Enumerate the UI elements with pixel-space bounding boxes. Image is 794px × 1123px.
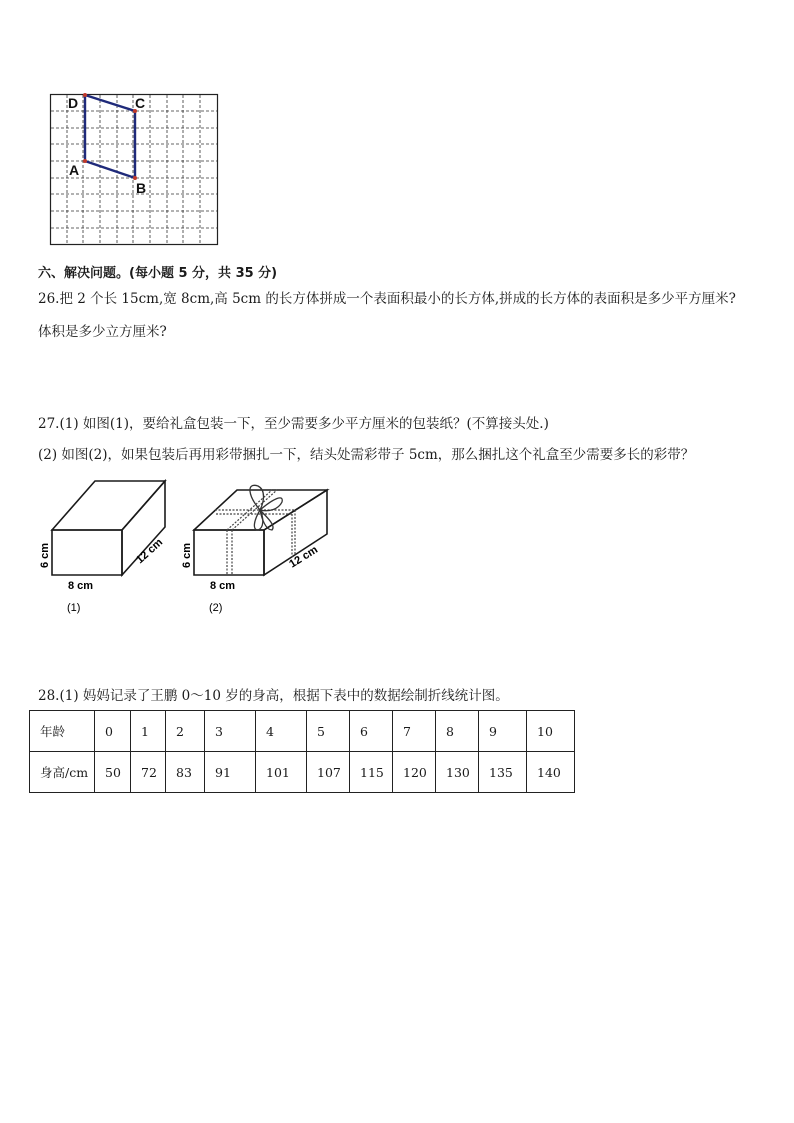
- table-cell: 5: [307, 711, 350, 752]
- table-cell: 135: [479, 752, 527, 793]
- table-cell: 83: [166, 752, 205, 793]
- fig2-length-label: 8 cm: [210, 580, 236, 592]
- vertex-label-a: A: [69, 162, 80, 178]
- fig1-width-label: 12 cm: [133, 536, 166, 567]
- fig2-caption: (2): [209, 602, 223, 614]
- table-cell: 120: [393, 752, 436, 793]
- q27-line1: 27.(1) 如图(1)，要给礼盒包装一下，至少需要多少平方厘米的包装纸？(不算接头处.): [38, 416, 549, 432]
- table-header-age: 年龄: [30, 711, 95, 752]
- table-cell: 0: [95, 711, 131, 752]
- q27-line2: (2) 如图(2)，如果包装后再用彩带捆扎一下，结头处需彩带子 5cm，那么捆扎这个礼盒至少需要多长的彩带？: [38, 447, 695, 463]
- q26-line1: 26.把 2 个长 15cm,宽 8cm,高 5cm 的长方体拼成一个表面积最小的长方体,拼成的长方体的表面积是多少平方厘米?: [38, 291, 736, 307]
- table-cell: 50: [95, 752, 131, 793]
- table-cell: 101: [256, 752, 307, 793]
- table-cell: 2: [166, 711, 205, 752]
- table-cell: 115: [350, 752, 393, 793]
- fig1-height-label: 6 cm: [39, 542, 51, 568]
- vertex-label-d: D: [68, 95, 79, 111]
- table-cell: 6: [350, 711, 393, 752]
- table-row-height: [30, 752, 575, 793]
- table-cell: 8: [436, 711, 479, 752]
- q26-line2: 体积是多少立方厘米?: [38, 324, 167, 340]
- table-cell: 130: [436, 752, 479, 793]
- fig1-caption: (1): [67, 602, 81, 614]
- table-cell: 140: [527, 752, 575, 793]
- fig1-length-label: 8 cm: [68, 580, 94, 592]
- table-cell: 10: [527, 711, 575, 752]
- section-title: 六、解决问题。(每小题 5 分，共 35 分): [38, 266, 278, 281]
- table-header-height: 身高/cm: [30, 752, 95, 793]
- table-cell: 107: [307, 752, 350, 793]
- table-cell: 4: [256, 711, 307, 752]
- vertex-label-c: C: [135, 95, 146, 111]
- grid-parallelogram-figure: [48, 92, 220, 248]
- box-figure-2: [172, 472, 347, 617]
- fig2-width-label: 12 cm: [287, 543, 321, 571]
- table-cell: 91: [205, 752, 256, 793]
- fig2-height-label: 6 cm: [181, 542, 193, 568]
- table-cell: 1: [131, 711, 166, 752]
- table-cell: 7: [393, 711, 436, 752]
- height-data-table: [29, 710, 575, 793]
- q28-line1: 28.(1) 妈妈记录了王鹏 0～10 岁的身高，根据下表中的数据绘制折线统计图。: [38, 688, 509, 704]
- table-row-age: [30, 711, 575, 752]
- table-cell: 9: [479, 711, 527, 752]
- vertex-label-b: B: [136, 180, 147, 196]
- table-cell: 3: [205, 711, 256, 752]
- table-cell: 72: [131, 752, 166, 793]
